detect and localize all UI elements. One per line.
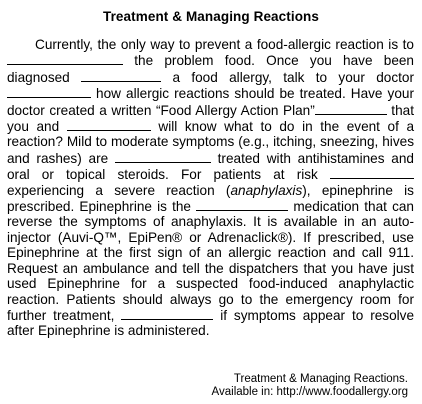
citation-title: Treatment & Managing Reactions. xyxy=(233,373,408,385)
blank-1[interactable] xyxy=(7,52,123,65)
passage-text: if symptoms appear to resolve after Epinephrine is administered. xyxy=(7,307,415,339)
passage-text: will know what to do in the event of a reaction? Mild to moderate symptoms (e.g., itching, sneezing, hives and rashes) are xyxy=(7,119,415,166)
passage-text: the problem food. Once you have been diagnosed xyxy=(7,53,414,85)
blank-9[interactable] xyxy=(121,307,213,320)
passage-text: medication that can reverse the symptoms of anaphylaxis. It is available in an auto-injector (Auvi-Q™, EpiPen® or Adrenaclick®). If prescribed, use Epinephrine at the first sign of an allergic reaction and call 911. Request an ambulance and tell the dispatchers that you have just used Epinephrine for a suspected food-induced anaphylactic reaction. Patients should always go to the emergency room for further treatment, xyxy=(7,199,414,323)
fill-in-passage xyxy=(7,37,414,339)
passage-text: treated with antihistamines and oral or topical steroids. For patients at risk xyxy=(7,150,414,183)
blank-6[interactable] xyxy=(115,150,211,163)
passage-italic-term: anaphylaxis xyxy=(230,182,303,198)
passage-text: how allergic reactions should be treated. Have your doctor created a written “Food Allergy Action Plan” xyxy=(7,86,414,118)
passage-text: that you and xyxy=(7,102,414,135)
blank-4[interactable] xyxy=(315,102,387,115)
citation-link[interactable]: Available in: http://www.foodallergy.org xyxy=(211,386,408,398)
passage-text: a food allergy, talk to your doctor xyxy=(172,69,414,85)
source-citation xyxy=(212,373,408,399)
blank-2[interactable] xyxy=(81,69,161,82)
passage-text: Currently, the only way to prevent a food-allergic reaction is to xyxy=(35,37,414,52)
blank-3[interactable] xyxy=(7,85,91,98)
worksheet-title: Treatment & Managing Reactions xyxy=(102,9,320,24)
blank-8[interactable] xyxy=(196,198,288,211)
blank-5[interactable] xyxy=(67,118,151,131)
passage-text: ), epinephrine is prescribed. Epinephrine is the xyxy=(7,182,414,215)
passage-text: experiencing a severe reaction ( xyxy=(7,182,231,198)
blank-7[interactable] xyxy=(330,166,414,179)
